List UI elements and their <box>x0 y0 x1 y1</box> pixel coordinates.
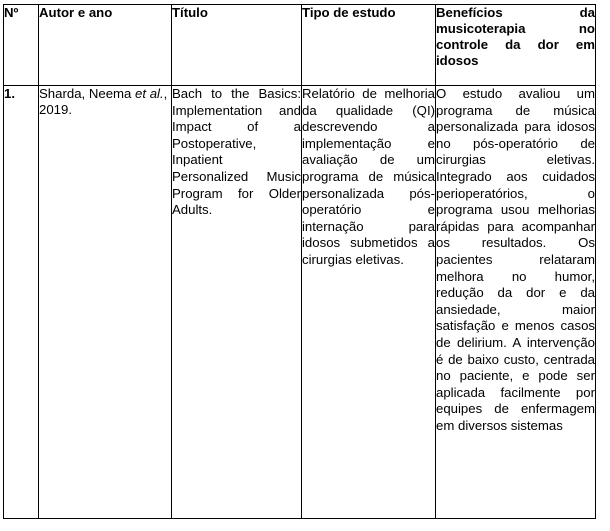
header-benefits: Benefícios da musicoterapia no controle da dor em idosos <box>436 5 596 86</box>
author-et-al: et al. <box>135 86 164 101</box>
row-benefits: O estudo avaliou um programa de música personalizada para idosos no pós-operatório de cirurgias eletivas. Integrado aos cuidados perioperatórios, o programa usou melhorias rápidas para acompanhar os resultados. Os pacientes relataram melhora no humor, redução da dor e da ansiedade, maior satisfação e menos casos de delirium. A intervenção é de baixo custo, centrada no paciente, e pode ser aplicada facilmente por equipes de enfermagem em diversos sistemas <box>436 86 596 519</box>
table-row <box>4 86 596 519</box>
row-author-year <box>39 86 172 519</box>
literature-review-table <box>3 4 596 519</box>
header-title: Título <box>172 5 302 86</box>
row-title: Bach to the Basics: Implementation and Impact of a Postoperative, Inpatient Personalized Music Program for Older Adults. <box>172 86 302 519</box>
header-row <box>4 5 596 86</box>
row-study-type: Relatório de melhoria da qualidade (QI) descrevendo a implementação e avaliação de um programa de música personalizada pós-operatório e internação para idosos submetidos a cirurgias eletivas. <box>302 86 436 519</box>
header-number: Nº <box>4 5 39 86</box>
header-author-year: Autor e ano <box>39 5 172 86</box>
author-year: , 2019. <box>39 86 168 117</box>
header-study-type: Tipo de estudo <box>302 5 436 86</box>
row-number: 1. <box>4 86 39 519</box>
author-name: Sharda, Neema <box>39 86 136 101</box>
